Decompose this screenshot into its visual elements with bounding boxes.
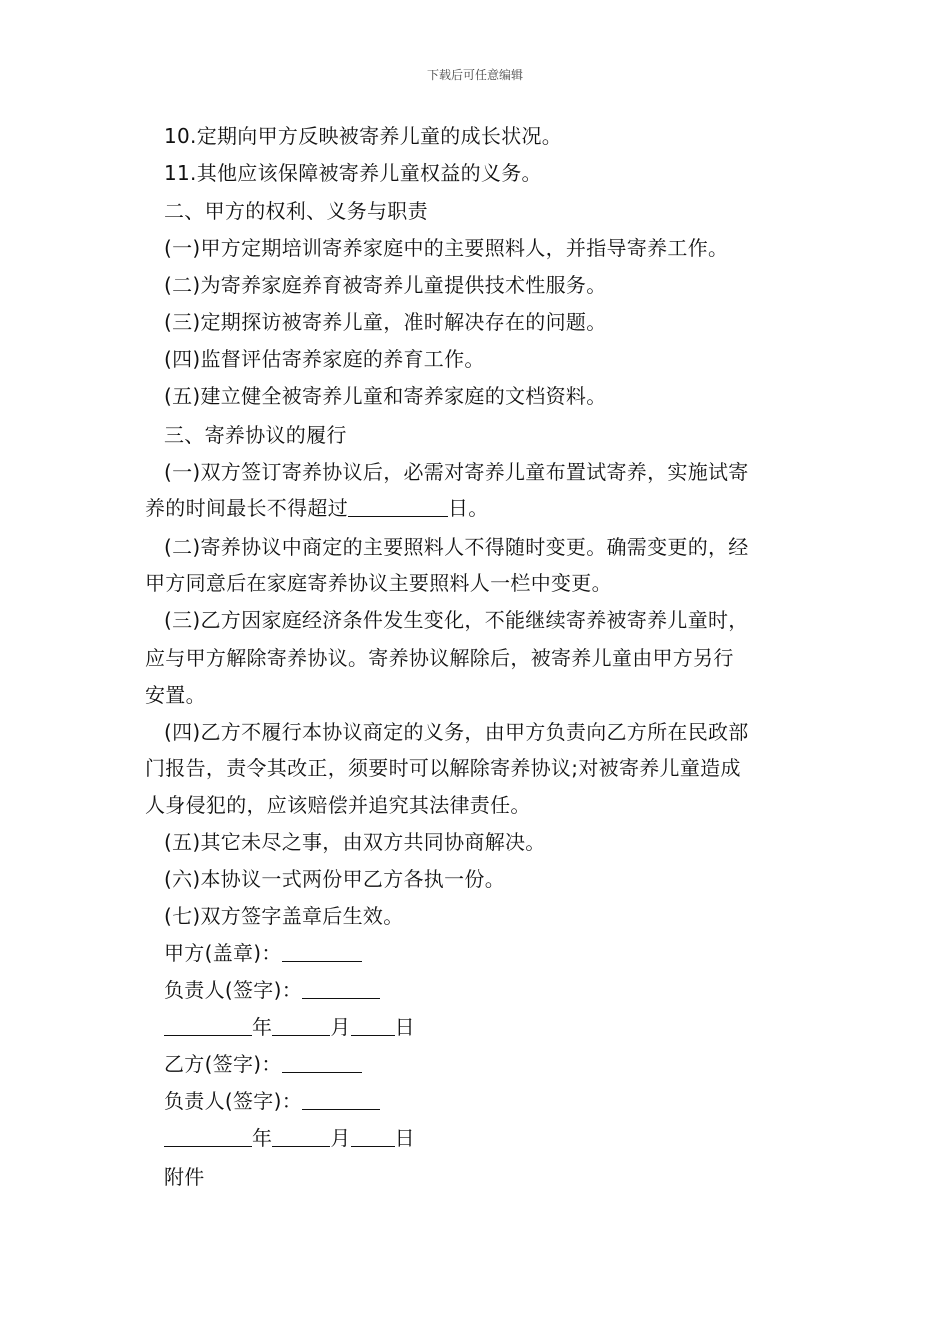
day-a-label: 日 bbox=[394, 1015, 415, 1039]
clause-3-1-line2 bbox=[145, 496, 489, 520]
clause-2-2: (二)为寄养家庭养育被寄养儿童提供技术性服务。 bbox=[164, 273, 607, 297]
clause-3-2-line1: (二)寄养协议中商定的主要照料人不得随时变更。确需变更的，经 bbox=[164, 535, 749, 559]
clause-3-3-line1: (三)乙方因家庭经济条件发生变化，不能继续寄养被寄养儿童时， bbox=[164, 608, 749, 632]
responsible-b-blank bbox=[302, 1089, 380, 1110]
party-b-sign-line bbox=[164, 1052, 362, 1076]
days-blank bbox=[348, 496, 448, 517]
responsible-b-label: 负责人(签字)： bbox=[164, 1089, 303, 1113]
month-a-blank bbox=[272, 1015, 330, 1036]
clause-3-4-line1: (四)乙方不履行本协议商定的义务，由甲方负责向乙方所在民政部 bbox=[164, 720, 749, 744]
day-b-label: 日 bbox=[394, 1126, 415, 1150]
clause-2-5: (五)建立健全被寄养儿童和寄养家庭的文档资料。 bbox=[164, 384, 607, 408]
page-header: 下载后可任意编辑 bbox=[426, 68, 523, 82]
clause-3-1-line1: (一)双方签订寄养协议后，必需对寄养儿童布置试寄养，实施试寄 bbox=[164, 460, 749, 484]
clause-3-6: (六)本协议一式两份甲乙方各执一份。 bbox=[164, 867, 506, 891]
date-a-line bbox=[164, 1015, 415, 1039]
year-a-blank bbox=[164, 1015, 252, 1036]
month-b-label: 月 bbox=[330, 1126, 351, 1150]
clause-3-1-text: 养的时间最长不得超过 bbox=[145, 496, 348, 520]
party-b-label: 乙方(签字)： bbox=[164, 1052, 282, 1076]
clause-3-3-line3: 安置。 bbox=[145, 683, 206, 707]
party-b-blank bbox=[282, 1052, 362, 1073]
month-a-label: 月 bbox=[330, 1015, 351, 1039]
date-b-line bbox=[164, 1126, 415, 1150]
party-a-blank bbox=[282, 941, 362, 962]
clause-2-1: (一)甲方定期培训寄养家庭中的主要照料人，并指导寄养工作。 bbox=[164, 236, 729, 260]
clause-3-7: (七)双方签字盖章后生效。 bbox=[164, 904, 404, 928]
section-heading-2: 二、甲方的权利、义务与职责 bbox=[164, 199, 428, 223]
clause-2-4: (四)监督评估寄养家庭的养育工作。 bbox=[164, 347, 485, 371]
clause-11: 11.其他应该保障被寄养儿童权益的义务。 bbox=[164, 161, 542, 185]
day-a-blank bbox=[351, 1015, 395, 1036]
year-b-blank bbox=[164, 1126, 252, 1147]
clause-3-4-line3: 人身侵犯的，应该赔偿并追究其法律责任。 bbox=[145, 793, 531, 817]
section-heading-3: 三、寄养协议的履行 bbox=[164, 423, 347, 447]
clause-2-3: (三)定期探访被寄养儿童，准时解决存在的问题。 bbox=[164, 310, 607, 334]
clause-3-2-line2: 甲方同意后在家庭寄养协议主要照料人一栏中变更。 bbox=[145, 571, 612, 595]
day-b-blank bbox=[351, 1126, 395, 1147]
attachment-label: 附件 bbox=[164, 1165, 205, 1189]
party-a-label: 甲方(盖章)： bbox=[164, 941, 282, 965]
responsible-a-line bbox=[164, 978, 380, 1002]
party-a-seal-line bbox=[164, 941, 362, 965]
clause-3-3-line2: 应与甲方解除寄养协议。寄养协议解除后，被寄养儿童由甲方另行 bbox=[145, 646, 734, 670]
responsible-a-label: 负责人(签字)： bbox=[164, 978, 303, 1002]
responsible-b-line bbox=[164, 1089, 380, 1113]
clause-3-4-line2: 门报告，责令其改正，须要时可以解除寄养协议;对被寄养儿童造成 bbox=[145, 756, 741, 780]
year-b-label: 年 bbox=[252, 1126, 273, 1150]
clause-3-1-end: 日。 bbox=[448, 496, 489, 520]
month-b-blank bbox=[272, 1126, 330, 1147]
responsible-a-blank bbox=[302, 978, 380, 999]
year-a-label: 年 bbox=[252, 1015, 273, 1039]
clause-3-5: (五)其它未尽之事，由双方共同协商解决。 bbox=[164, 830, 546, 854]
clause-10: 10.定期向甲方反映被寄养儿童的成长状况。 bbox=[164, 124, 563, 148]
